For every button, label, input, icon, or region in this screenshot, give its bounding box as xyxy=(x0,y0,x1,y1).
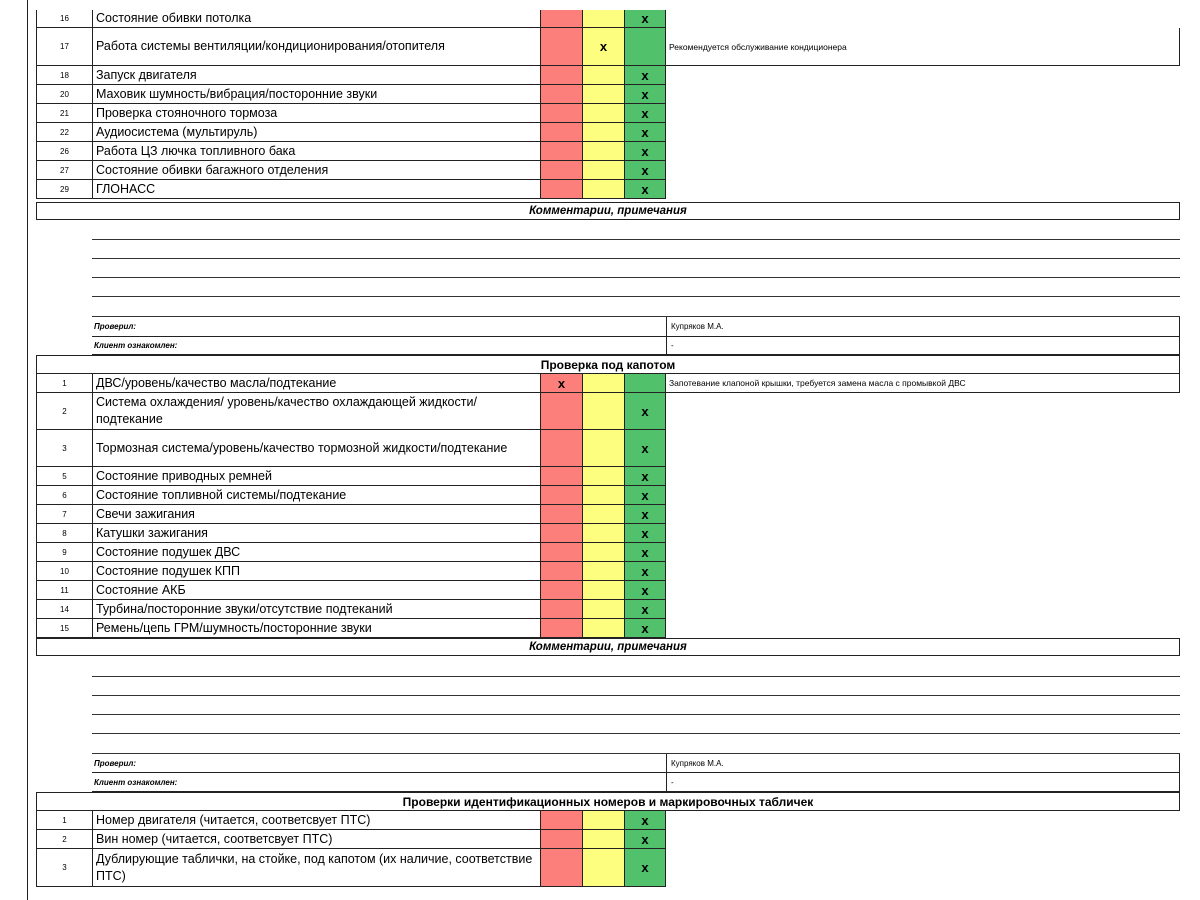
comments-header-1: Комментарии, примечания xyxy=(36,202,1180,220)
check-item-name: Катушки зажигания xyxy=(92,524,540,543)
inspection-comment xyxy=(666,830,1180,849)
row-number: 18 xyxy=(36,66,92,85)
check-item-name: Тормозная система/уровень/качество тормозной жидкости/подтекание xyxy=(92,430,540,467)
status-cell-green xyxy=(624,430,666,467)
row-number: 2 xyxy=(36,393,92,430)
status-cell-red xyxy=(540,830,582,849)
table-row xyxy=(0,123,1200,142)
check-item-name: Вин номер (читается, соответсвует ПТС) xyxy=(92,830,540,849)
inspection-comment xyxy=(666,142,1180,161)
status-cell-red xyxy=(540,505,582,524)
check-item-name: Состояние подушек ДВС xyxy=(92,543,540,562)
inspection-comment xyxy=(666,393,1180,430)
check-item-name: Состояние подушек КПП xyxy=(92,562,540,581)
table-row xyxy=(0,393,1200,430)
table-row xyxy=(0,104,1200,123)
inspection-comment xyxy=(666,600,1180,619)
row-number: 3 xyxy=(36,430,92,467)
status-cell-green xyxy=(624,66,666,85)
status-mark: x xyxy=(641,86,649,102)
status-cell-red xyxy=(540,374,582,393)
check-item-name: Работа ЦЗ лючка топливного бака xyxy=(92,142,540,161)
check-item-name: Свечи зажигания xyxy=(92,505,540,524)
status-mark: x xyxy=(641,181,649,197)
table-row xyxy=(0,600,1200,619)
check-item-name: Состояние обивки багажного отделения xyxy=(92,161,540,180)
status-cell-green xyxy=(624,543,666,562)
status-cell-green xyxy=(624,161,666,180)
checked-by-label: Проверил: xyxy=(92,317,668,337)
checked-by-value: Купряков М.А. xyxy=(666,754,1180,773)
table-row xyxy=(0,505,1200,524)
status-cell-red xyxy=(540,600,582,619)
status-cell-yellow xyxy=(582,10,624,28)
status-mark: x xyxy=(641,620,649,636)
row-number: 11 xyxy=(36,581,92,600)
status-mark: x xyxy=(641,860,649,875)
comment-line xyxy=(92,239,1180,240)
table-row xyxy=(0,562,1200,581)
status-cell-green xyxy=(624,581,666,600)
inspection-comment xyxy=(666,524,1180,543)
table-row xyxy=(0,142,1200,161)
check-item-name: ГЛОНАСС xyxy=(92,180,540,199)
status-cell-yellow xyxy=(582,374,624,393)
status-cell-yellow xyxy=(582,161,624,180)
status-cell-green xyxy=(624,486,666,505)
status-cell-red xyxy=(540,85,582,104)
status-cell-yellow xyxy=(582,811,624,830)
status-mark: x xyxy=(641,403,649,419)
row-number: 27 xyxy=(36,161,92,180)
status-cell-yellow xyxy=(582,430,624,467)
inspection-comment xyxy=(666,104,1180,123)
row-number: 9 xyxy=(36,543,92,562)
row-number: 26 xyxy=(36,142,92,161)
inspection-comment xyxy=(666,543,1180,562)
status-cell-green xyxy=(624,85,666,104)
status-cell-red xyxy=(540,543,582,562)
status-cell-red xyxy=(540,849,582,887)
inspection-comment xyxy=(666,849,1180,887)
status-cell-yellow xyxy=(582,142,624,161)
table-row xyxy=(0,830,1200,849)
table-row xyxy=(0,430,1200,467)
status-cell-red xyxy=(540,467,582,486)
row-number: 5 xyxy=(36,467,92,486)
row-number: 1 xyxy=(36,811,92,830)
check-item-name: Ремень/цепь ГРМ/шумность/посторонние звуки xyxy=(92,619,540,638)
check-item-name: Проверка стояночного тормоза xyxy=(92,104,540,123)
table-row xyxy=(0,486,1200,505)
status-cell-green xyxy=(624,830,666,849)
status-cell-red xyxy=(540,393,582,430)
inspection-comment xyxy=(666,486,1180,505)
signoff-checked-1 xyxy=(92,317,1180,337)
status-cell-green xyxy=(624,811,666,830)
status-cell-yellow xyxy=(582,467,624,486)
inspection-comment xyxy=(666,581,1180,600)
status-cell-red xyxy=(540,562,582,581)
inspection-comment xyxy=(666,180,1180,199)
row-number: 17 xyxy=(36,28,92,66)
table-row xyxy=(0,543,1200,562)
status-cell-green xyxy=(624,600,666,619)
status-cell-yellow xyxy=(582,619,624,638)
status-cell-yellow xyxy=(582,486,624,505)
signoff-checked-2 xyxy=(92,754,1180,773)
status-mark: x xyxy=(641,124,649,140)
status-cell-yellow xyxy=(582,180,624,199)
client-acknowledged-label: Клиент ознакомлен: xyxy=(92,773,668,792)
row-number: 7 xyxy=(36,505,92,524)
section-title-identification: Проверки идентификационных номеров и маркировочных табличек xyxy=(36,792,1180,811)
status-cell-yellow xyxy=(582,600,624,619)
row-number: 20 xyxy=(36,85,92,104)
inspection-comment xyxy=(666,619,1180,638)
check-item-name: Состояние АКБ xyxy=(92,581,540,600)
check-item-name: Запуск двигателя xyxy=(92,66,540,85)
row-number: 1 xyxy=(36,374,92,393)
row-number: 15 xyxy=(36,619,92,638)
status-cell-red xyxy=(540,430,582,467)
status-cell-green xyxy=(624,467,666,486)
row-number: 21 xyxy=(36,104,92,123)
row-number: 8 xyxy=(36,524,92,543)
table-row xyxy=(0,10,1200,28)
status-cell-red xyxy=(540,581,582,600)
status-cell-yellow xyxy=(582,830,624,849)
inspection-comment xyxy=(666,430,1180,467)
status-cell-yellow xyxy=(582,505,624,524)
comment-line xyxy=(92,277,1180,278)
table-row xyxy=(0,524,1200,543)
status-cell-green xyxy=(624,142,666,161)
status-cell-red xyxy=(540,28,582,66)
status-cell-green xyxy=(624,505,666,524)
check-item-name: Состояние топливной системы/подтекание xyxy=(92,486,540,505)
inspection-comment xyxy=(666,85,1180,104)
comment-line xyxy=(92,733,1180,734)
check-item-name: Состояние приводных ремней xyxy=(92,467,540,486)
table-row xyxy=(0,581,1200,600)
status-mark: x xyxy=(641,105,649,121)
check-item-name: Номер двигателя (читается, соответсвует ПТС) xyxy=(92,811,540,830)
status-mark: x xyxy=(557,375,566,391)
status-mark: x xyxy=(641,812,649,828)
status-cell-yellow xyxy=(582,524,624,543)
check-item-name: Система охлаждения/ уровень/качество охлаждающей жидкости/подтекание xyxy=(92,393,540,430)
status-cell-green xyxy=(624,619,666,638)
client-acknowledged-value: - xyxy=(666,337,1180,355)
status-cell-red xyxy=(540,104,582,123)
status-mark: x xyxy=(641,831,649,847)
status-cell-yellow xyxy=(582,85,624,104)
comment-line xyxy=(92,676,1180,677)
comment-line xyxy=(92,714,1180,715)
status-cell-red xyxy=(540,123,582,142)
status-cell-red xyxy=(540,161,582,180)
status-cell-red xyxy=(540,66,582,85)
status-mark: x xyxy=(641,162,649,178)
client-acknowledged-value: - xyxy=(666,773,1180,792)
status-cell-red xyxy=(540,486,582,505)
table-row xyxy=(0,180,1200,199)
inspection-comment xyxy=(666,467,1180,486)
row-number: 3 xyxy=(36,849,92,887)
check-item-name: Дублирующие таблички, на стойке, под капотом (их наличие, соответствие ПТС) xyxy=(92,849,540,887)
inspection-comment xyxy=(666,10,1180,28)
status-cell-yellow xyxy=(582,581,624,600)
status-mark: x xyxy=(641,468,649,484)
status-mark: x xyxy=(641,544,649,560)
status-cell-green xyxy=(624,393,666,430)
status-cell-red xyxy=(540,619,582,638)
table-row xyxy=(0,619,1200,638)
check-item-name: Маховик шумность/вибрация/посторонние звуки xyxy=(92,85,540,104)
status-mark: x xyxy=(641,582,649,598)
inspection-comment xyxy=(666,562,1180,581)
status-mark: x xyxy=(599,39,608,54)
section-title-under-hood: Проверка под капотом xyxy=(36,355,1180,374)
status-mark: x xyxy=(641,563,649,579)
status-mark: x xyxy=(641,67,649,83)
status-mark: x xyxy=(641,440,649,456)
inspection-comment xyxy=(666,123,1180,142)
row-number: 10 xyxy=(36,562,92,581)
row-number: 22 xyxy=(36,123,92,142)
checked-by-value: Купряков М.А. xyxy=(666,317,1180,337)
client-acknowledged-label: Клиент ознакомлен: xyxy=(92,337,668,355)
status-cell-green xyxy=(624,104,666,123)
table-row xyxy=(0,849,1200,887)
status-mark: x xyxy=(641,525,649,541)
table-row xyxy=(0,161,1200,180)
inspection-comment xyxy=(666,66,1180,85)
status-cell-red xyxy=(540,811,582,830)
status-cell-red xyxy=(540,10,582,28)
comments-header-2: Комментарии, примечания xyxy=(36,638,1180,656)
row-number: 2 xyxy=(36,830,92,849)
status-mark: x xyxy=(641,143,649,159)
status-cell-green xyxy=(624,180,666,199)
status-mark: x xyxy=(641,11,649,26)
check-item-name: Работа системы вентиляции/кондиционирования/отопителя xyxy=(92,28,540,66)
row-number: 6 xyxy=(36,486,92,505)
inspection-comment xyxy=(666,161,1180,180)
status-cell-green xyxy=(624,28,666,66)
inspection-comment: Рекомендуется обслуживание кондиционера xyxy=(666,28,1180,66)
check-item-name: Состояние обивки потолка xyxy=(92,10,540,28)
inspection-comment: Запотевание клапоной крышки, требуется замена масла с промывкой ДВС xyxy=(666,374,1180,393)
status-mark: x xyxy=(641,487,649,503)
table-row xyxy=(0,811,1200,830)
inspection-comment xyxy=(666,505,1180,524)
status-cell-yellow xyxy=(582,123,624,142)
inspection-comment xyxy=(666,811,1180,830)
row-number: 29 xyxy=(36,180,92,199)
comment-line xyxy=(92,296,1180,297)
status-cell-yellow xyxy=(582,849,624,887)
status-cell-green xyxy=(624,524,666,543)
status-cell-yellow xyxy=(582,393,624,430)
comment-line xyxy=(92,695,1180,696)
table-row xyxy=(0,66,1200,85)
check-item-name: ДВС/уровень/качество масла/подтекание xyxy=(92,374,540,393)
status-cell-green xyxy=(624,10,666,28)
signoff-client-1 xyxy=(92,337,1180,355)
status-cell-yellow xyxy=(582,562,624,581)
status-mark: x xyxy=(641,601,649,617)
row-number: 16 xyxy=(36,10,92,28)
comment-line xyxy=(92,258,1180,259)
status-cell-yellow xyxy=(582,28,624,66)
signoff-client-2 xyxy=(92,773,1180,792)
status-cell-green xyxy=(624,562,666,581)
table-row xyxy=(0,85,1200,104)
status-cell-green xyxy=(624,374,666,393)
checked-by-label: Проверил: xyxy=(92,754,668,773)
status-cell-yellow xyxy=(582,104,624,123)
table-row xyxy=(0,28,1200,66)
check-item-name: Турбина/посторонние звуки/отсутствие подтеканий xyxy=(92,600,540,619)
check-item-name: Аудиосистема (мультируль) xyxy=(92,123,540,142)
table-row xyxy=(0,374,1200,393)
status-cell-red xyxy=(540,180,582,199)
status-cell-yellow xyxy=(582,66,624,85)
status-cell-green xyxy=(624,849,666,887)
status-cell-red xyxy=(540,142,582,161)
table-row xyxy=(0,467,1200,486)
row-number: 14 xyxy=(36,600,92,619)
status-cell-green xyxy=(624,123,666,142)
status-cell-red xyxy=(540,524,582,543)
status-mark: x xyxy=(641,506,649,522)
status-cell-yellow xyxy=(582,543,624,562)
